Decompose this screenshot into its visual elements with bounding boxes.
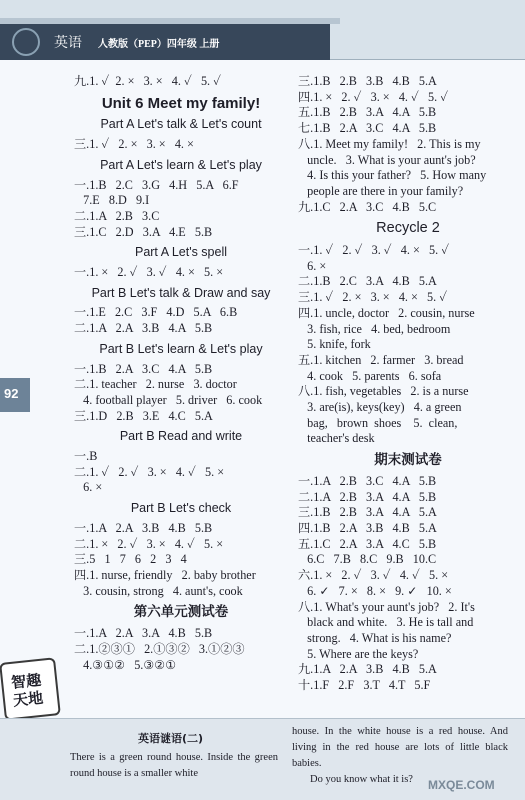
section-heading: Recycle 2 [376,220,440,237]
answer-line: 四.1. nurse, friendly 2. baby brother [74,567,256,582]
section-heading: Part B Read and write [119,429,243,444]
section-heading: Part A Let's learn & Let's play [100,157,262,172]
answer-line: 一.B [74,449,98,464]
page-number: 92 [4,386,19,401]
answer-line: 3. cousin, strong 4. aunt's, cook [74,583,243,598]
answer-line: 一.1.B 2.C 3.G 4.H 5.A 6.F [74,177,239,192]
answer-line: 二.1.②③① 2.①③② 3.①②③ [74,641,245,656]
answer-line: 十.1.F 2.F 3.T 4.T 5.F [298,678,431,693]
section-heading: Part B Let's learn & Let's play [99,341,263,356]
answer-line: 四.1. uncle, doctor 2. cousin, nurse [298,305,475,320]
answer-line: 八.1. Meet my family! 2. This is my [298,136,481,151]
answer-line: 八.1. What's your aunt's job? 2. It's [298,599,475,614]
answer-line: 3. are(is), keys(key) 4. a green [298,400,462,415]
answer-line: 一.1.E 2.C 3.F 4.D 5.A 6.B [74,305,238,320]
answer-line: 4. football player 5. driver 6. cook [74,392,263,407]
answer-line: 一.1.A 2.A 3.A 4.B 5.B [74,626,213,641]
answer-line: 三.5 1 7 6 2 3 4 [74,552,187,567]
answer-line: 二.1.A 2.B 3.C [74,208,160,223]
left-answer-column [74,74,288,673]
answer-line: people are there in your family? [298,183,464,198]
riddle-text-right-body: house. In the white house is a red house. And living in the red house are lots of little black babies. [292,726,508,769]
answer-line: 三.1. ✓ 2. × 3. × 4. × 5. ✓ [298,290,448,305]
answer-line: 二.1.B 2.C 3.A 4.B 5.A [298,274,437,289]
riddle-question: Do you know what it is? [310,774,413,785]
answer-line: 三.1.B 2.B 3.B 4.B 5.A [298,74,437,88]
answer-line: 五.1. kitchen 2. farmer 3. bread [298,352,464,367]
answer-line: 6. ✓ 7. × 8. × 9. ✓ 10. × [298,583,452,598]
fun-badge-label: 智趣天地 [10,670,44,710]
answer-line: 一.1. ✓ 2. ✓ 3. ✓ 4. × 5. ✓ [298,243,450,258]
answer-line: 5. Where are the keys? [298,646,419,661]
page-header [0,0,525,60]
answer-line: 一.1.B 2.A 3.C 4.A 5.B [74,361,213,376]
answer-line: 4.③①② 5.③②① [74,657,177,672]
answer-line: 三.1.C 2.D 3.A 4.E 5.B [74,224,213,239]
right-answer-column [298,74,518,694]
answer-line: 4. Is this your father? 5. How many [298,168,487,183]
answer-line: 七.1.B 2.A 3.C 4.A 5.B [298,121,437,136]
answer-line: 二.1. teacher 2. nurse 3. doctor [74,377,237,392]
answer-line: 九.1. ✓ 2. × 3. × 4. ✓ 5. ✓ [74,74,222,88]
answer-line: 三.1.D 2.B 3.E 4.C 5.A [74,408,213,423]
answer-line: 五.1.C 2.A 3.A 4.C 5.B [298,536,437,551]
answer-line: 六.1. × 2. ✓ 3. ✓ 4. ✓ 5. × [298,568,449,583]
answer-line: bag, brown shoes 5. clean, [298,415,458,430]
header-edition: 人教版（PEP）四年级 上册 [98,39,220,50]
answer-line: 二.1. × 2. ✓ 3. × 4. ✓ 5. × [74,536,224,551]
watermark-logo: MXQE.COM [428,778,495,792]
answer-line: 二.1. ✓ 2. ✓ 3. × 4. ✓ 5. × [74,464,225,479]
answer-line: 一.1.A 2.B 3.C 4.A 5.B [298,473,437,488]
riddle-text-left: There is a green round house. Inside the green round house is a smaller white [70,752,278,779]
answer-line: 3. fish, rice 4. bed, bedroom [298,321,451,336]
answer-line: 4. cook 5. parents 6. sofa [298,368,442,383]
section-heading: Unit 6 Meet my family! [101,94,261,112]
answer-line: 7.E 8.D 9.I [74,193,150,208]
answer-line: 五.1.B 2.B 3.A 4.A 5.B [298,105,437,120]
answer-line: 二.1.A 2.B 3.A 4.A 5.B [298,489,437,504]
header-subject: 英语 [54,35,82,51]
answer-line: 一.1.A 2.A 3.B 4.B 5.B [74,520,213,535]
section-heading: 第六单元测试卷 [133,604,229,621]
answer-line: 四.1. × 2. ✓ 3. × 4. ✓ 5. ✓ [298,89,449,104]
answer-line: 八.1. fish, vegetables 2. is a nurse [298,384,469,399]
answer-line: 四.1.B 2.A 3.B 4.B 5.A [298,520,437,535]
answer-line: 二.1.A 2.A 3.B 4.A 5.B [74,321,213,336]
answer-line: 6. × [298,258,327,273]
answer-line: 九.1.A 2.A 3.B 4.B 5.A [298,662,437,677]
fun-corner-badge [0,657,61,721]
answer-line: uncle. 3. What is your aunt's job? [298,152,476,167]
answer-line: 一.1. × 2. ✓ 3. ✓ 4. × 5. × [74,265,224,280]
answer-line: black and white. 3. He is tall and [298,615,474,630]
header-logo-icon [12,28,40,56]
answer-line: teacher's desk [298,431,375,446]
answer-line: 6.C 7.B 8.C 9.B 10.C [298,552,437,567]
section-heading: Part B Let's check [130,501,232,516]
section-heading: 期末测试卷 [374,452,442,469]
answer-line: 三.1.B 2.B 3.A 4.A 5.A [298,505,437,520]
section-heading: Part A Let's talk & Let's count [100,117,262,132]
section-heading: Part A Let's spell [134,245,228,260]
answer-line: 6. × [74,480,103,495]
answer-line: strong. 4. What is his name? [298,630,452,645]
answer-line: 三.1. ✓ 2. × 3. × 4. × [74,137,194,152]
section-heading: Part B Let's talk & Draw and say [91,285,271,300]
answer-line: 5. knife, fork [298,337,371,352]
answer-line: 九.1.C 2.A 3.C 4.B 5.C [298,199,437,214]
riddle-title: 英语谜语(二) [138,732,204,745]
